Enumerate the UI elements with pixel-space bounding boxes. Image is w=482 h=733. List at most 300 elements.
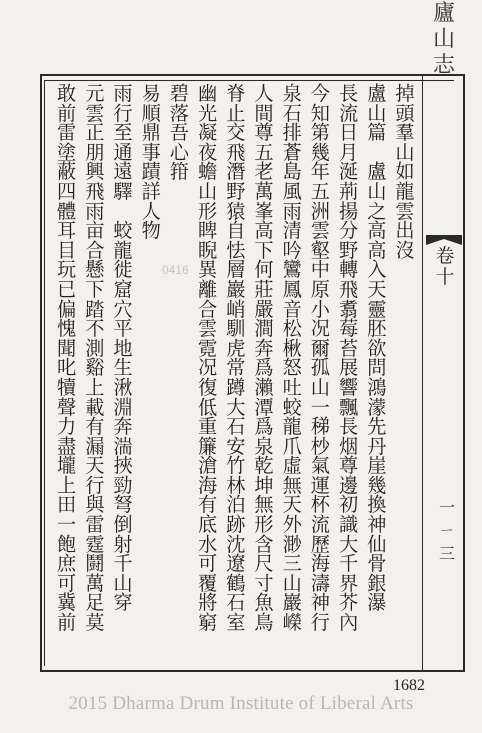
glyph: 頭	[395, 101, 415, 125]
glyph: 離	[198, 277, 218, 301]
glyph: 鼎	[141, 121, 161, 145]
glyph: 塗	[57, 140, 77, 164]
glyph: 物	[141, 219, 161, 243]
glyph: 原	[310, 277, 330, 301]
glyph: 杯	[310, 493, 330, 517]
glyph: 正	[85, 121, 105, 145]
glyph: 苔	[339, 336, 359, 360]
glyph: 芥	[339, 591, 359, 615]
glyph: 下	[254, 238, 274, 262]
glyph: 復	[198, 375, 218, 399]
glyph: 虛	[282, 454, 302, 478]
glyph: 島	[282, 160, 302, 184]
glyph: 蟾	[198, 160, 218, 184]
glyph: 壑	[310, 238, 330, 262]
glyph: 小	[310, 297, 330, 321]
glyph: 大	[339, 532, 359, 556]
glyph: 盧	[367, 160, 387, 184]
glyph: 幾	[367, 473, 387, 497]
glyph: 蛟	[113, 219, 133, 243]
glyph: 異	[198, 258, 218, 282]
text-column	[139, 84, 163, 241]
glyph: 止	[226, 101, 246, 125]
glyph: 至	[113, 121, 133, 145]
text-column	[393, 84, 417, 260]
glyph: 覆	[198, 571, 218, 595]
glyph: 凝	[198, 121, 218, 145]
glyph: 淵	[113, 395, 133, 419]
text-column	[365, 84, 389, 613]
glyph: 胚	[367, 317, 387, 341]
glyph: 奔	[254, 336, 274, 360]
volume-label	[433, 246, 457, 288]
glyph: 靈	[367, 297, 387, 321]
glyph: 遠	[113, 160, 133, 184]
glyph: 石	[282, 101, 302, 125]
glyph: 合	[85, 238, 105, 262]
glyph: 海	[198, 473, 218, 497]
glyph: 雨	[113, 82, 133, 105]
glyph: 無	[282, 473, 302, 497]
glyph: 尊	[254, 121, 274, 145]
glyph: 碧	[169, 82, 189, 105]
glyph: 山	[367, 179, 387, 203]
glyph: 外	[282, 513, 302, 537]
glyph: 天	[367, 277, 387, 301]
text-column	[167, 84, 191, 182]
glyph: 之	[367, 199, 387, 223]
glyph: 莫	[85, 611, 105, 635]
glyph: 徙	[113, 258, 133, 282]
glyph: 雷	[85, 513, 105, 537]
glyph: 光	[198, 101, 218, 125]
glyph: 落	[169, 101, 189, 125]
glyph: 人	[254, 82, 274, 105]
glyph: 測	[85, 336, 105, 360]
glyph: 上	[57, 473, 77, 497]
glyph: 尺	[254, 552, 274, 576]
glyph: 三	[282, 552, 302, 576]
glyph: 莊	[254, 277, 274, 301]
glyph: 盡	[57, 434, 77, 458]
glyph: 沒	[395, 238, 415, 262]
glyph: 界	[339, 571, 359, 595]
glyph: 流	[310, 513, 330, 537]
glyph: 初	[339, 493, 359, 517]
glyph: 交	[226, 121, 246, 145]
glyph: 敢	[57, 82, 77, 105]
glyph: 踏	[85, 297, 105, 321]
glyph: 四	[57, 179, 77, 203]
glyph: 形	[254, 513, 274, 537]
glyph: 雨	[85, 199, 105, 223]
glyph: 窟	[113, 277, 133, 301]
glyph: 楸	[282, 336, 302, 360]
glyph: 荊	[339, 179, 359, 203]
glyph: 可	[198, 552, 218, 576]
glyph: 高	[367, 219, 387, 243]
glyph: 五	[254, 140, 274, 164]
glyph: 脊	[226, 82, 246, 105]
glyph: 如	[395, 160, 415, 184]
glyph: 流	[339, 101, 359, 125]
glyph: 倒	[113, 513, 133, 537]
glyph: 平	[113, 317, 133, 341]
glyph: 愧	[57, 317, 77, 341]
glyph: 心	[169, 140, 189, 164]
glyph: 孤	[310, 356, 330, 380]
glyph: 涎	[339, 160, 359, 184]
glyph: 弩	[113, 493, 133, 517]
glyph: 驛	[113, 179, 133, 203]
glyph: 音	[282, 297, 302, 321]
glyph: 長	[339, 415, 359, 439]
glyph: 先	[367, 415, 387, 439]
text-column	[252, 84, 276, 633]
glyph: 前	[57, 611, 77, 635]
glyph: 合	[198, 297, 218, 321]
glyph: 偏	[57, 297, 77, 321]
glyph: 山	[113, 571, 133, 595]
glyph: 鬪	[85, 552, 105, 576]
glyph: 一	[310, 395, 330, 419]
glyph: 飛	[226, 140, 246, 164]
glyph: 竹	[226, 454, 246, 478]
glyph: 行	[113, 101, 133, 125]
glyph: 亩	[85, 219, 105, 243]
glyph: 懸	[85, 258, 105, 282]
glyph: 石	[226, 415, 246, 439]
glyph: 不	[85, 317, 105, 341]
glyph: 龍	[395, 179, 415, 203]
glyph: 氣	[310, 454, 330, 478]
glyph: 今	[310, 82, 330, 105]
glyph: 清	[282, 219, 302, 243]
glyph: 勁	[113, 473, 133, 497]
glyph: 野	[339, 238, 359, 262]
glyph: 掉	[395, 82, 415, 105]
glyph: 日	[339, 121, 359, 145]
glyph: 鴻	[367, 375, 387, 399]
glyph: 低	[198, 395, 218, 419]
glyph: 室	[226, 611, 246, 635]
text-column	[337, 84, 361, 633]
glyph: 層	[226, 258, 246, 282]
glyph: 蛟	[282, 395, 302, 419]
glyph: 可	[57, 571, 77, 595]
glyph: 行	[85, 473, 105, 497]
glyph: 峯	[254, 199, 274, 223]
glyph: 龍	[282, 415, 302, 439]
volume-char: 卷	[435, 245, 455, 267]
glyph: 何	[254, 258, 274, 282]
glyph: 羣	[395, 121, 415, 145]
glyph: 壠	[57, 454, 77, 478]
glyph: 乾	[254, 454, 274, 478]
glyph: 已	[57, 277, 77, 301]
glyph: 將	[198, 591, 218, 615]
glyph: 展	[339, 356, 359, 380]
glyph: 石	[226, 591, 246, 615]
glyph: 揚	[339, 199, 359, 223]
glyph: 有	[198, 493, 218, 517]
glyph: 丹	[367, 434, 387, 458]
glyph: 箝	[169, 160, 189, 184]
glyph: 爪	[282, 434, 302, 458]
glyph: 幽	[198, 82, 218, 105]
glyph: 有	[85, 415, 105, 439]
glyph: 松	[282, 317, 302, 341]
glyph: 鳳	[282, 277, 302, 301]
glyph: 山	[310, 375, 330, 399]
glyph: 出	[395, 219, 415, 243]
glyph: 飛	[85, 179, 105, 203]
glyph: 入	[367, 258, 387, 282]
glyph: 莓	[339, 317, 359, 341]
glyph: 神	[367, 513, 387, 537]
glyph: 簾	[198, 434, 218, 458]
glyph: 形	[198, 199, 218, 223]
glyph: 興	[85, 160, 105, 184]
glyph: 魚	[254, 591, 274, 615]
glyph: 大	[226, 395, 246, 419]
glyph: 萬	[85, 571, 105, 595]
glyph: 神	[310, 591, 330, 615]
glyph: 上	[85, 375, 105, 399]
glyph: 猿	[226, 199, 246, 223]
glyph: 朋	[85, 140, 105, 164]
glyph: 吾	[169, 121, 189, 145]
glyph: 千	[339, 552, 359, 576]
glyph: 無	[254, 493, 274, 517]
glyph: 前	[57, 101, 77, 125]
book-title	[430, 2, 458, 78]
glyph: 雨	[282, 199, 302, 223]
glyph: 雷	[57, 121, 77, 145]
glyph: 自	[226, 219, 246, 243]
book-title-char: 志	[432, 53, 455, 78]
glyph: 目	[57, 238, 77, 262]
glyph: 澗	[254, 317, 274, 341]
glyph: 雲	[198, 317, 218, 341]
glyph: 與	[85, 493, 105, 517]
glyph: 嶸	[282, 611, 302, 635]
glyph: 骨	[367, 552, 387, 576]
glyph: 崖	[367, 454, 387, 478]
glyph: 蒼	[282, 140, 302, 164]
glyph: 間	[254, 101, 274, 125]
glyph: 窮	[198, 611, 218, 635]
glyph: 林	[226, 473, 246, 497]
glyph: 鳥	[254, 611, 274, 635]
glyph: 玩	[57, 258, 77, 282]
glyph: 烟	[339, 434, 359, 458]
glyph: 易	[141, 82, 161, 105]
glyph: 轉	[339, 258, 359, 282]
glyph: 地	[113, 336, 133, 360]
glyph: 水	[198, 532, 218, 556]
glyph: 順	[141, 101, 161, 125]
book-title-char: 山	[432, 27, 455, 52]
glyph: 犢	[57, 375, 77, 399]
text-column	[224, 84, 248, 633]
glyph: 濤	[310, 571, 330, 595]
glyph: 生	[113, 356, 133, 380]
glyph: 千	[113, 552, 133, 576]
glyph: 足	[85, 591, 105, 615]
glyph: 睥	[198, 219, 218, 243]
glyph: 飄	[339, 395, 359, 419]
glyph: 泊	[226, 493, 246, 517]
glyph: 山	[198, 179, 218, 203]
glyph: 耳	[57, 219, 77, 243]
glyph: 識	[339, 513, 359, 537]
glyph: 高	[254, 219, 274, 243]
glyph: 况	[198, 356, 218, 380]
glyph: 巖	[282, 591, 302, 615]
glyph: 濛	[367, 395, 387, 419]
glyph: 叱	[57, 356, 77, 380]
glyph: 穿	[113, 591, 133, 615]
glyph: 瀑	[367, 591, 387, 615]
glyph: 排	[282, 121, 302, 145]
glyph: 雲	[395, 199, 415, 223]
glyph: 蹟	[141, 160, 161, 184]
glyph: 跡	[226, 513, 246, 537]
glyph: 奔	[113, 415, 133, 439]
glyph: 一	[57, 513, 77, 537]
glyph: 體	[57, 199, 77, 223]
glyph: 下	[85, 277, 105, 301]
glyph: 夜	[198, 140, 218, 164]
glyph: 吐	[282, 375, 302, 399]
glyph: 飽	[57, 532, 77, 556]
glyph: 五	[310, 179, 330, 203]
glyph: 怯	[226, 238, 246, 262]
glyph: 重	[198, 415, 218, 439]
glyph: 事	[141, 140, 161, 164]
glyph: 人	[141, 199, 161, 223]
glyph: 高	[367, 238, 387, 262]
glyph: 幾	[310, 140, 330, 164]
glyph: 年	[310, 160, 330, 184]
glyph: 海	[310, 552, 330, 576]
glyph: 常	[226, 356, 246, 380]
glyph: 含	[254, 532, 274, 556]
glyph: 潛	[226, 160, 246, 184]
glyph: 仙	[367, 532, 387, 556]
glyph: 瀨	[254, 375, 274, 399]
glyph: 盧	[367, 82, 387, 105]
glyph: 月	[339, 140, 359, 164]
glyph: 欲	[367, 336, 387, 360]
glyph: 霆	[85, 532, 105, 556]
glyph: 長	[339, 82, 359, 105]
leaf-number: 一ㄧ三	[438, 498, 455, 563]
glyph: 力	[57, 415, 77, 439]
glyph: 篇	[367, 121, 387, 145]
glyph: 坤	[254, 473, 274, 497]
glyph: 峭	[226, 297, 246, 321]
glyph: 聞	[57, 336, 77, 360]
glyph: 山	[395, 140, 415, 164]
watermark: 2015 Dharma Drum Institute of Liberal Arts	[68, 693, 414, 714]
glyph: 爲	[254, 415, 274, 439]
glyph: 洲	[310, 199, 330, 223]
glyph: 况	[310, 317, 330, 341]
glyph: 內	[339, 611, 359, 635]
glyph: 庶	[57, 552, 77, 576]
glyph: 沈	[226, 532, 246, 556]
glyph: 中	[310, 258, 330, 282]
glyph: 稊	[310, 415, 330, 439]
glyph: 老	[254, 160, 274, 184]
glyph: 翥	[339, 297, 359, 321]
margin-column	[422, 74, 465, 672]
glyph: 天	[85, 454, 105, 478]
glyph: 分	[339, 219, 359, 243]
glyph: 湫	[113, 375, 133, 399]
glyph: 知	[310, 101, 330, 125]
glyph: 歷	[310, 532, 330, 556]
glyph: 潭	[254, 395, 274, 419]
glyph: 漏	[85, 434, 105, 458]
glyph: 鶴	[226, 571, 246, 595]
page-number: 1682	[393, 677, 425, 694]
glyph: 萬	[254, 179, 274, 203]
glyph: 射	[113, 532, 133, 556]
glyph: 冀	[57, 591, 77, 615]
glyph: 蹲	[226, 375, 246, 399]
glyph: 尊	[339, 454, 359, 478]
glyph: 銀	[367, 571, 387, 595]
text-column	[308, 84, 332, 633]
glyph: 渺	[282, 532, 302, 556]
glyph: 問	[367, 356, 387, 380]
glyph: 行	[310, 611, 330, 635]
glyph: 爲	[254, 356, 274, 380]
glyph: 山	[282, 571, 302, 595]
glyph: 泉	[282, 82, 302, 105]
glyph: 聲	[57, 395, 77, 419]
glyph: 山	[367, 101, 387, 125]
glyph: 泉	[254, 434, 274, 458]
volume-char: 十	[435, 266, 455, 288]
glyph: 寸	[254, 571, 274, 595]
glyph: 谿	[85, 356, 105, 380]
text-column	[280, 84, 304, 633]
glyph: 運	[310, 473, 330, 497]
glyph: 元	[85, 82, 105, 105]
glyph: 換	[367, 493, 387, 517]
glyph: 穴	[113, 297, 133, 321]
text-column	[196, 84, 220, 633]
glyph: 遼	[226, 552, 246, 576]
glyph: 底	[198, 513, 218, 537]
glyph: 響	[339, 375, 359, 399]
glyph: 鸞	[282, 258, 302, 282]
glyph: 第	[310, 121, 330, 145]
glyph: 馴	[226, 317, 246, 341]
glyph: 嚴	[254, 297, 274, 321]
glyph: 飛	[339, 277, 359, 301]
book-title-char: 廬	[432, 1, 455, 26]
glyph: 蔽	[57, 160, 77, 184]
glyph: 風	[282, 179, 302, 203]
glyph: 田	[57, 493, 77, 517]
glyph: 睨	[198, 238, 218, 262]
glyph: 天	[282, 493, 302, 517]
